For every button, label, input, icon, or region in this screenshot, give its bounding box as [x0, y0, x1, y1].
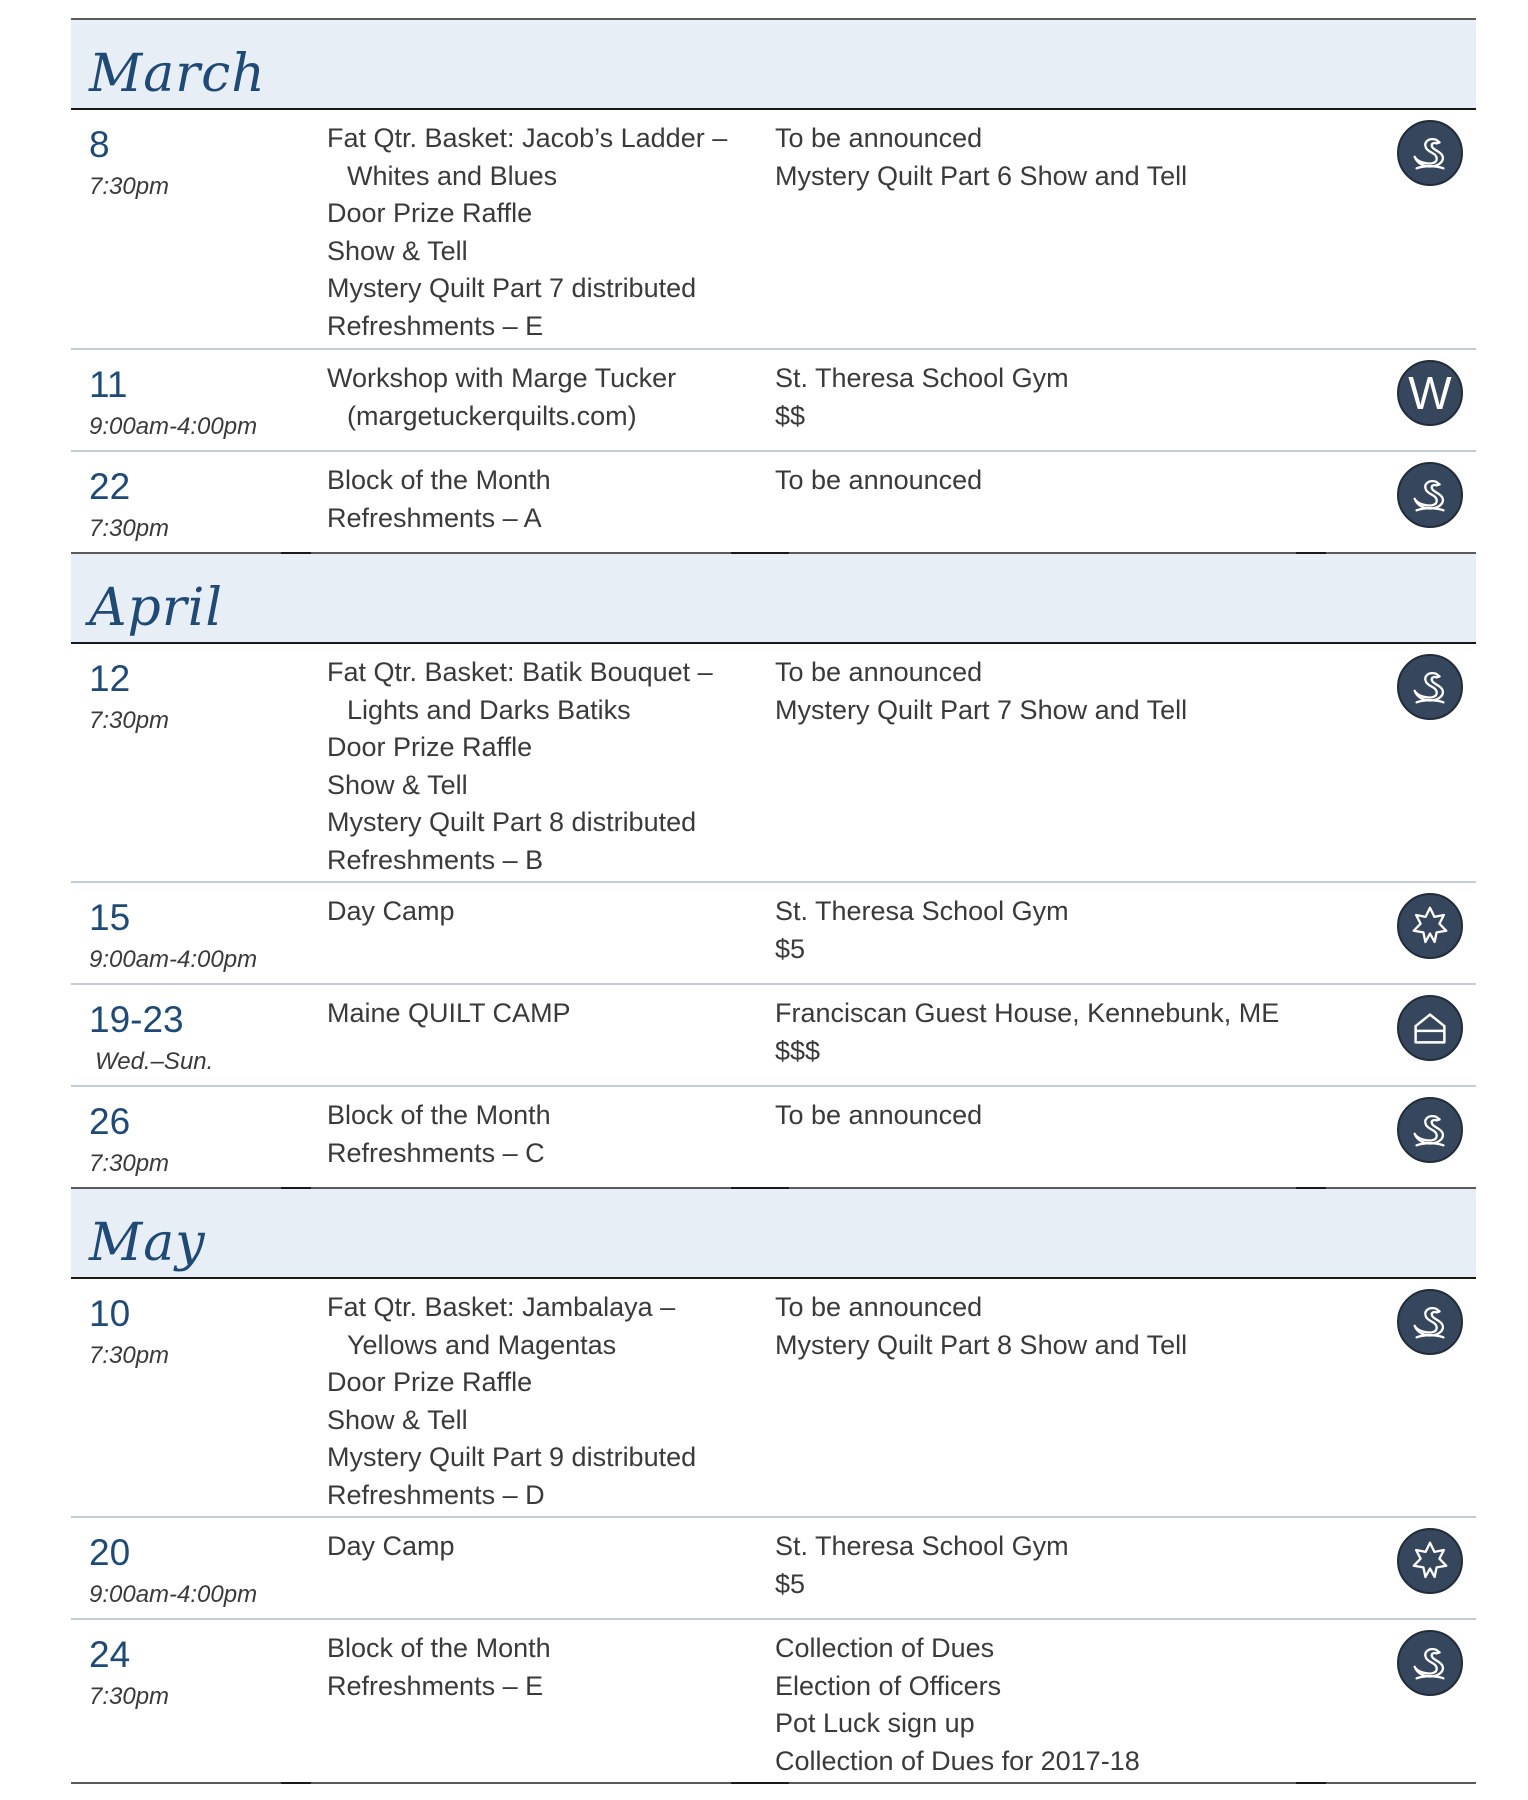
description-line: Show & Tell: [327, 235, 468, 266]
star-icon: [1397, 893, 1463, 959]
event-description: [309, 883, 759, 983]
event-time: 7:30pm: [89, 514, 170, 542]
location-line: St. Theresa School Gym: [775, 896, 1069, 926]
event-date: [71, 1279, 309, 1516]
swan-icon: [1397, 1630, 1463, 1696]
description-line: Refreshments – B: [327, 844, 544, 875]
event-row: [71, 452, 1476, 554]
schedule-table: [71, 18, 1476, 1784]
description-line: Refreshments – E: [327, 1670, 544, 1701]
event-day: 15: [89, 897, 131, 938]
event-time: Wed.–Sun.: [95, 1047, 214, 1075]
description-line: Fat Qtr. Basket: Jacob’s Ladder –: [327, 123, 728, 153]
star-icon: [1397, 1528, 1463, 1594]
event-location: [759, 1279, 1359, 1516]
house-icon: [1397, 995, 1463, 1061]
location-line: To be announced: [775, 1100, 983, 1130]
event-time: 7:30pm: [89, 706, 170, 734]
location-line: Mystery Quilt Part 7 Show and Tell: [775, 694, 1188, 725]
rule-tick: [281, 1782, 311, 1784]
event-location: [759, 1518, 1359, 1618]
event-day: 12: [89, 658, 131, 699]
location-line: $5: [775, 933, 806, 964]
location-line: To be announced: [775, 465, 983, 495]
event-description: [309, 1518, 759, 1618]
location-line: $5: [775, 1568, 806, 1599]
event-day: 19-23: [89, 999, 184, 1040]
event-icon-cell: [1359, 985, 1476, 1085]
event-icon-cell: [1359, 110, 1476, 348]
event-date: [71, 985, 309, 1085]
location-line: $$: [775, 400, 806, 431]
event-description: [309, 110, 759, 348]
event-description: [309, 985, 759, 1085]
event-description: [309, 1620, 759, 1782]
event-row: [71, 1518, 1476, 1620]
event-day: 24: [89, 1634, 131, 1675]
location-line: St. Theresa School Gym: [775, 363, 1069, 393]
event-row: [71, 883, 1476, 985]
event-row: [71, 110, 1476, 350]
workshop-letter: W: [1408, 367, 1452, 419]
event-location: [759, 110, 1359, 348]
event-icon-cell: [1359, 452, 1476, 552]
event-time: 9:00am-4:00pm: [89, 945, 258, 973]
month-title: April: [89, 578, 223, 638]
description-line: Block of the Month: [327, 465, 551, 495]
event-day: 26: [89, 1101, 131, 1142]
event-location: [759, 883, 1359, 983]
month-header: [71, 1189, 1476, 1279]
swan-icon: [1397, 462, 1463, 528]
description-line: Fat Qtr. Basket: Jambalaya –: [327, 1292, 676, 1322]
event-day: 8: [89, 124, 110, 165]
event-time: 7:30pm: [89, 1149, 170, 1177]
event-description: [309, 644, 759, 881]
description-line: Mystery Quilt Part 9 distributed: [327, 1442, 697, 1473]
event-location: [759, 452, 1359, 552]
event-row: [71, 1087, 1476, 1189]
description-line: Door Prize Raffle: [327, 198, 533, 229]
description-line: Refreshments – A: [327, 502, 542, 533]
location-line: To be announced: [775, 123, 983, 153]
event-icon-cell: [1359, 1279, 1476, 1516]
description-line: Mystery Quilt Part 7 distributed: [327, 273, 697, 304]
event-day: 10: [89, 1293, 131, 1334]
swan-icon: [1397, 1097, 1463, 1163]
event-row: [71, 644, 1476, 883]
description-line: Refreshments – C: [327, 1137, 545, 1168]
description-line: Mystery Quilt Part 8 distributed: [327, 807, 697, 838]
swan-icon: [1397, 654, 1463, 720]
event-icon-cell: [1359, 350, 1476, 450]
event-date: [71, 644, 309, 881]
event-icon-cell: [1359, 1620, 1476, 1782]
description-line: Block of the Month: [327, 1633, 551, 1663]
event-row: [71, 1279, 1476, 1518]
event-day: 11: [89, 364, 128, 405]
event-icon-cell: [1359, 1518, 1476, 1618]
event-date: [71, 1087, 309, 1187]
description-line: Day Camp: [327, 1531, 455, 1561]
location-line: Election of Officers: [775, 1670, 1002, 1701]
event-date: [71, 110, 309, 348]
location-line: Mystery Quilt Part 8 Show and Tell: [775, 1329, 1188, 1360]
workshop-w-icon: [1397, 360, 1463, 426]
month-header: [71, 20, 1476, 110]
event-icon-cell: [1359, 644, 1476, 881]
event-time: 9:00am-4:00pm: [89, 1580, 258, 1608]
rule-tick: [731, 1782, 789, 1784]
event-date: [71, 1620, 309, 1782]
event-location: [759, 985, 1359, 1085]
event-icon-cell: [1359, 1087, 1476, 1187]
event-date: [71, 1518, 309, 1618]
month-title: March: [89, 44, 266, 104]
event-day: 22: [89, 466, 131, 507]
month-title: May: [89, 1213, 206, 1273]
event-date: [71, 452, 309, 552]
description-line: (margetuckerquilts.com): [347, 400, 637, 431]
description-line: Show & Tell: [327, 769, 468, 800]
location-line: Collection of Dues for 2017-18: [775, 1745, 1140, 1776]
event-time: 7:30pm: [89, 1682, 170, 1710]
description-line: Whites and Blues: [347, 160, 558, 191]
event-location: [759, 644, 1359, 881]
description-line: Refreshments – E: [327, 310, 544, 341]
event-description: [309, 1279, 759, 1516]
rule-tick: [1296, 1782, 1326, 1784]
location-line: $$$: [775, 1035, 821, 1066]
location-line: To be announced: [775, 657, 983, 687]
event-day: 20: [89, 1532, 131, 1573]
location-line: Pot Luck sign up: [775, 1708, 975, 1739]
location-line: Collection of Dues: [775, 1633, 995, 1663]
event-date: [71, 883, 309, 983]
event-icon-cell: [1359, 883, 1476, 983]
swan-icon: [1397, 120, 1463, 186]
event-row: [71, 350, 1476, 452]
swan-icon: [1397, 1289, 1463, 1355]
description-line: Refreshments – D: [327, 1479, 545, 1510]
description-line: Yellows and Magentas: [347, 1329, 617, 1360]
location-line: Mystery Quilt Part 6 Show and Tell: [775, 160, 1188, 191]
description-line: Workshop with Marge Tucker: [327, 363, 677, 393]
location-line: Franciscan Guest House, Kennebunk, ME: [775, 998, 1280, 1028]
event-time: 7:30pm: [89, 172, 170, 200]
month-header: [71, 554, 1476, 644]
event-description: [309, 1087, 759, 1187]
event-time: 7:30pm: [89, 1341, 170, 1369]
event-location: [759, 1620, 1359, 1782]
description-line: Block of the Month: [327, 1100, 551, 1130]
event-location: [759, 1087, 1359, 1187]
description-line: Lights and Darks Batiks: [347, 694, 631, 725]
description-line: Show & Tell: [327, 1404, 468, 1435]
event-row: [71, 985, 1476, 1087]
description-line: Door Prize Raffle: [327, 1367, 533, 1398]
description-line: Door Prize Raffle: [327, 732, 533, 763]
description-line: Maine QUILT CAMP: [327, 998, 571, 1028]
location-line: To be announced: [775, 1292, 983, 1322]
event-time: 9:00am-4:00pm: [89, 412, 258, 440]
event-description: [309, 452, 759, 552]
event-date: [71, 350, 309, 450]
description-line: Fat Qtr. Basket: Batik Bouquet –: [327, 657, 713, 687]
event-description: [309, 350, 759, 450]
event-row: [71, 1620, 1476, 1784]
location-line: St. Theresa School Gym: [775, 1531, 1069, 1561]
description-line: Day Camp: [327, 896, 455, 926]
event-location: [759, 350, 1359, 450]
